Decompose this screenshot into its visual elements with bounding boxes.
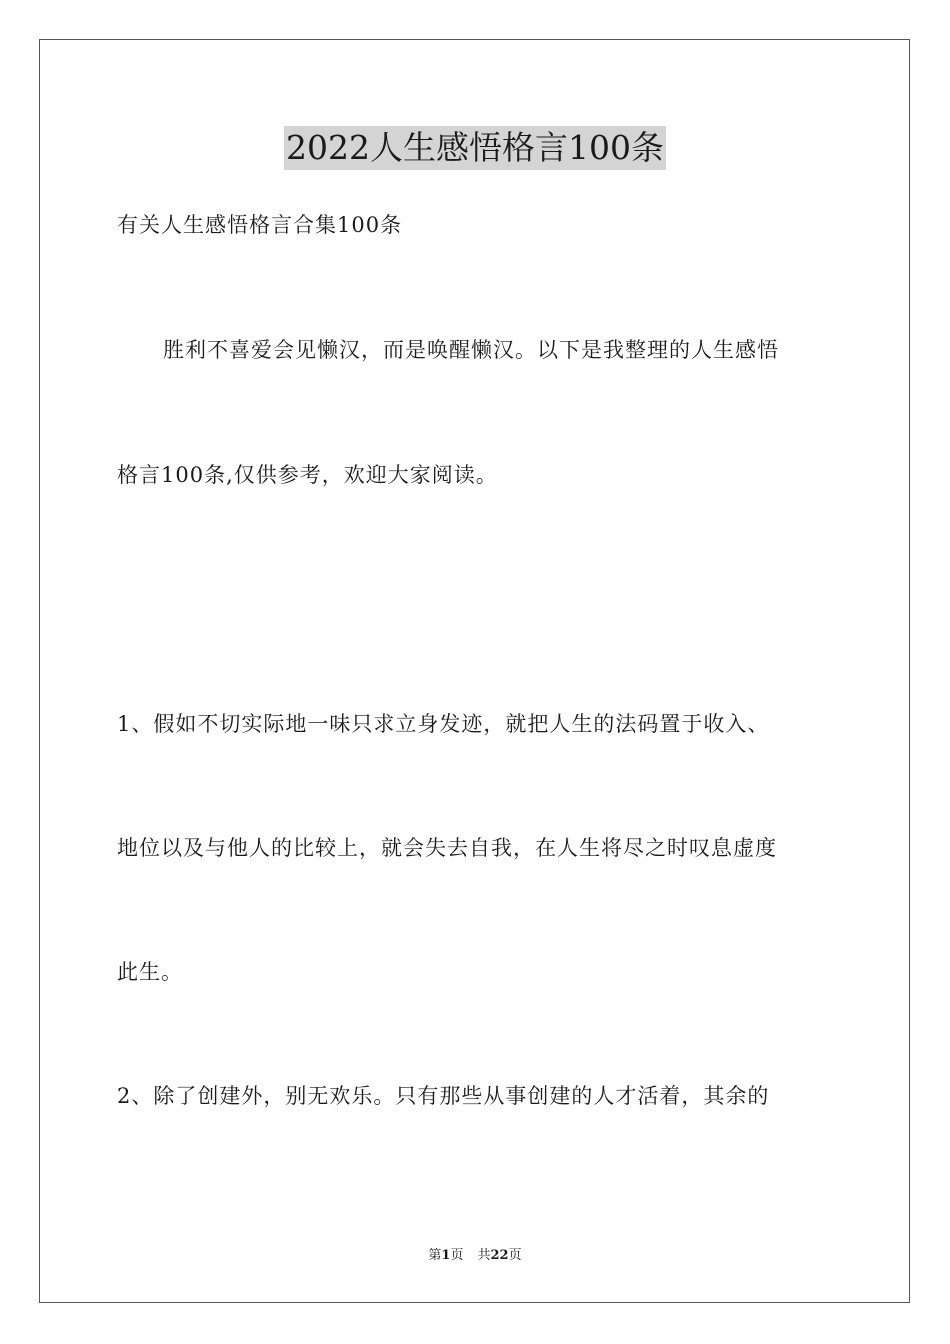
paragraph-line: 1、假如不切实际地一味只求立身发迹，就把人生的法码置于收入、 — [117, 712, 770, 736]
document-title: 2022人生感悟格言100条 — [284, 126, 666, 170]
paragraph-line: 格言100条,仅供参考，欢迎大家阅读。 — [117, 463, 498, 487]
title-container — [0, 126, 950, 170]
total-suffix: 页 — [508, 1248, 522, 1263]
page-suffix: 页 — [450, 1248, 464, 1263]
paragraph-line: 此生。 — [117, 960, 183, 984]
total-pages: 22 — [490, 1248, 509, 1263]
page-number: 1 — [441, 1248, 451, 1263]
page-prefix: 第 — [428, 1248, 442, 1263]
document-subtitle: 有关人生感悟格言合集100条 — [117, 213, 403, 237]
paragraph-line: 地位以及与他人的比较上，就会失去自我，在人生将尽之时叹息虚度 — [117, 836, 777, 860]
paragraph-line: 胜利不喜爱会见懒汉，而是唤醒懒汉。以下是我整理的人生感悟 — [163, 338, 779, 362]
page-footer — [0, 1247, 950, 1265]
paragraph-line: 2、除了创建外，别无欢乐。只有那些从事创建的人才活着，其余的 — [117, 1084, 770, 1108]
total-prefix: 共 — [477, 1248, 491, 1263]
